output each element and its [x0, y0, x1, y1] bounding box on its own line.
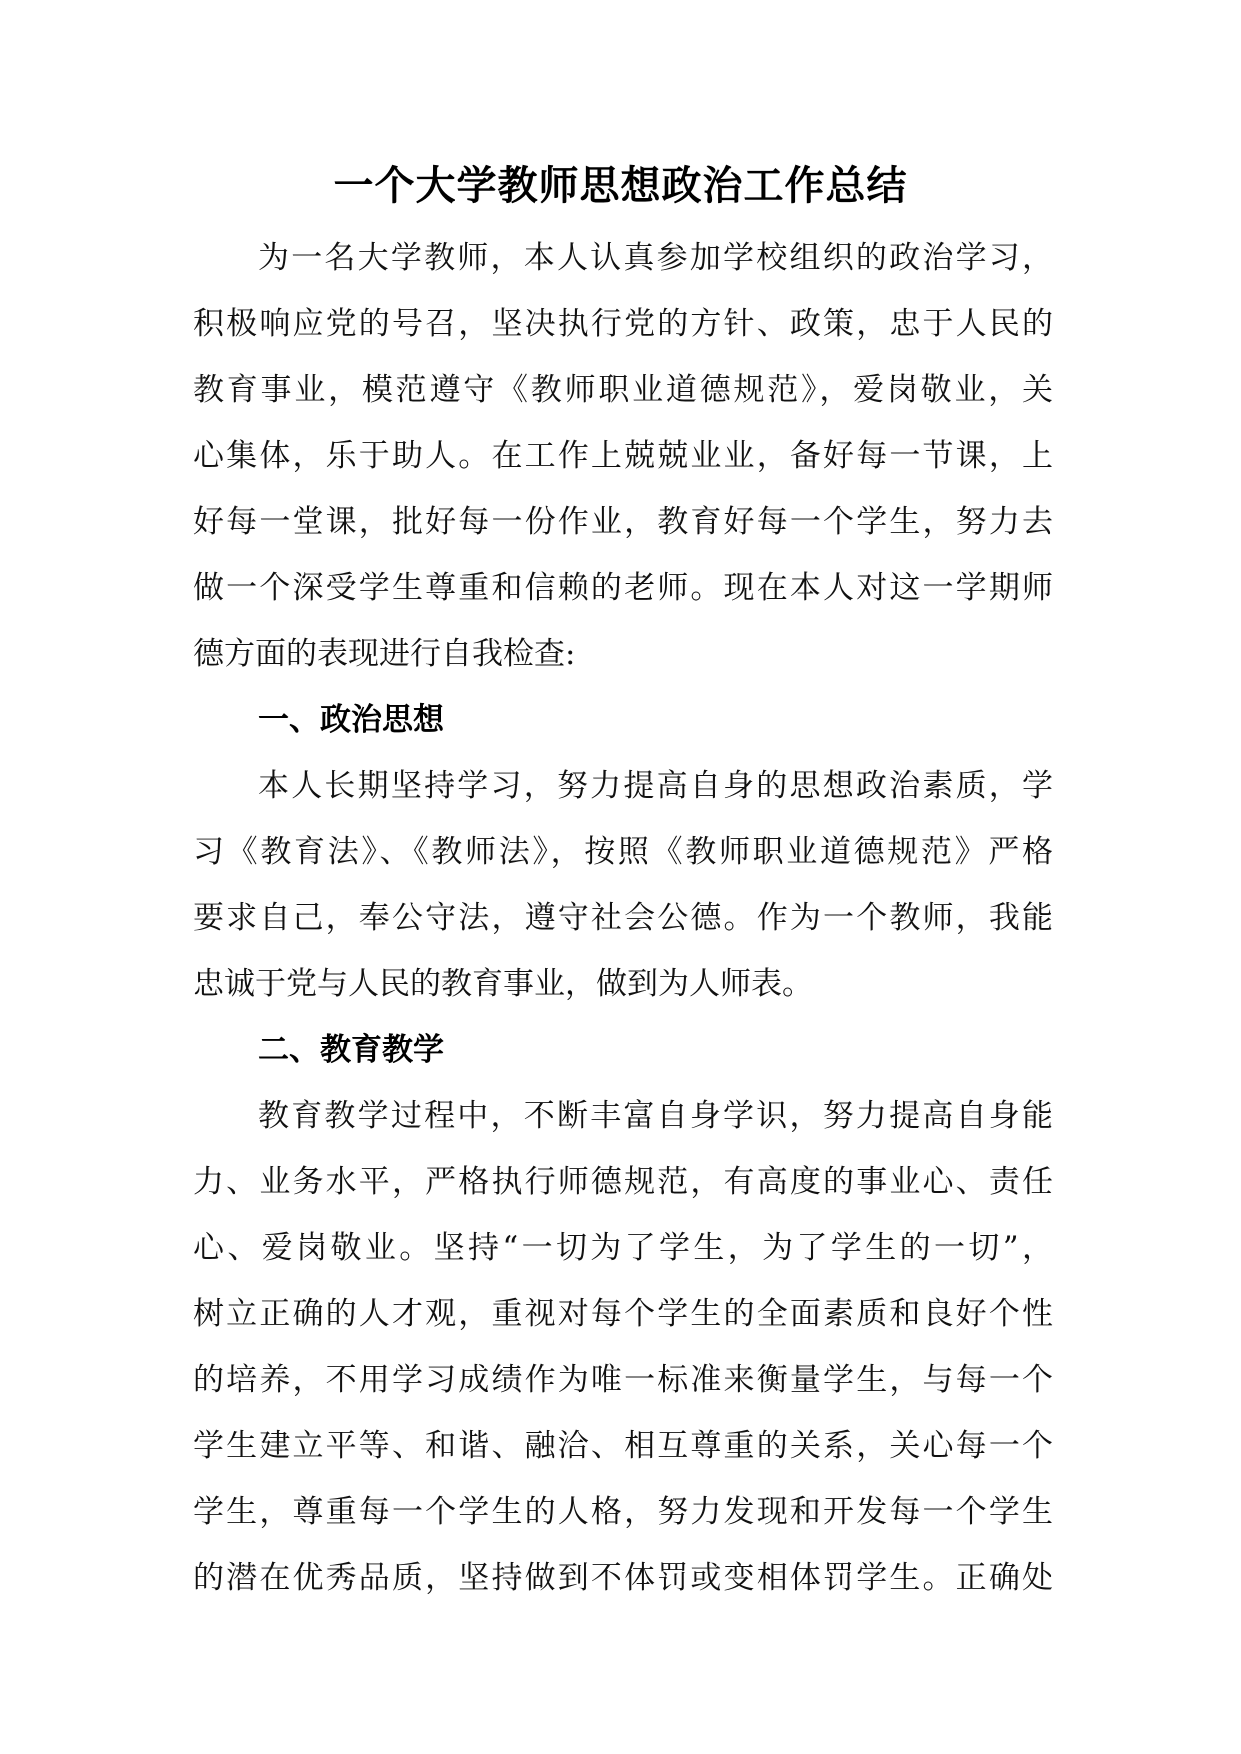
paragraph-line: 教育教学过程中，不断丰富自身学识，努力提高自身能: [258, 1098, 1053, 1134]
paragraph-line: 的潜在优秀品质，坚持做到不体罚或变相体罚学生。正确处: [193, 1560, 1053, 1596]
paragraph-line: 好每一堂课，批好每一份作业，教育好每一个学生，努力去: [193, 504, 1053, 540]
paragraph-line: 力、业务水平，严格执行师德规范，有高度的事业心、责任: [193, 1164, 1053, 1200]
section-heading-teaching: 二、教育教学: [258, 1032, 444, 1068]
paragraph-line: 要求自己，奉公守法，遵守社会公德。作为一个教师，我能: [193, 900, 1053, 936]
paragraph-line: 树立正确的人才观，重视对每个学生的全面素质和良好个性: [193, 1296, 1053, 1332]
paragraph-line: 习《教育法》、《教师法》，按照《教师职业道德规范》严格: [193, 834, 1053, 870]
paragraph-line: 积极响应党的号召，坚决执行党的方针、政策，忠于人民的: [193, 306, 1053, 342]
section-heading-politics: 一、政治思想: [258, 702, 444, 738]
paragraph-line: 做一个深受学生尊重和信赖的老师。现在本人对这一学期师: [193, 570, 1053, 606]
paragraph-line: 为一名大学教师，本人认真参加学校组织的政治学习，: [258, 240, 1053, 276]
document-title: 一个大学教师思想政治工作总结: [333, 163, 908, 209]
paragraph-line: 学生，尊重每一个学生的人格，努力发现和开发每一个学生: [193, 1494, 1053, 1530]
paragraph-line: 心集体，乐于助人。在工作上兢兢业业，备好每一节课，上: [193, 438, 1053, 474]
paragraph-line: 心、爱岗敬业。坚持“一切为了学生，为了学生的一切”，: [193, 1230, 1053, 1266]
paragraph-line: 德方面的表现进行自我检查:: [193, 636, 576, 672]
paragraph-line: 学生建立平等、和谐、融洽、相互尊重的关系，关心每一个: [193, 1428, 1053, 1464]
paragraph-line: 教育事业，模范遵守《教师职业道德规范》，爱岗敬业，关: [193, 372, 1053, 408]
paragraph-line: 本人长期坚持学习，努力提高自身的思想政治素质，学: [258, 768, 1053, 804]
paragraph-line: 的培养，不用学习成绩作为唯一标准来衡量学生，与每一个: [193, 1362, 1053, 1398]
paragraph-line: 忠诚于党与人民的教育事业，做到为人师表。: [193, 966, 813, 1002]
